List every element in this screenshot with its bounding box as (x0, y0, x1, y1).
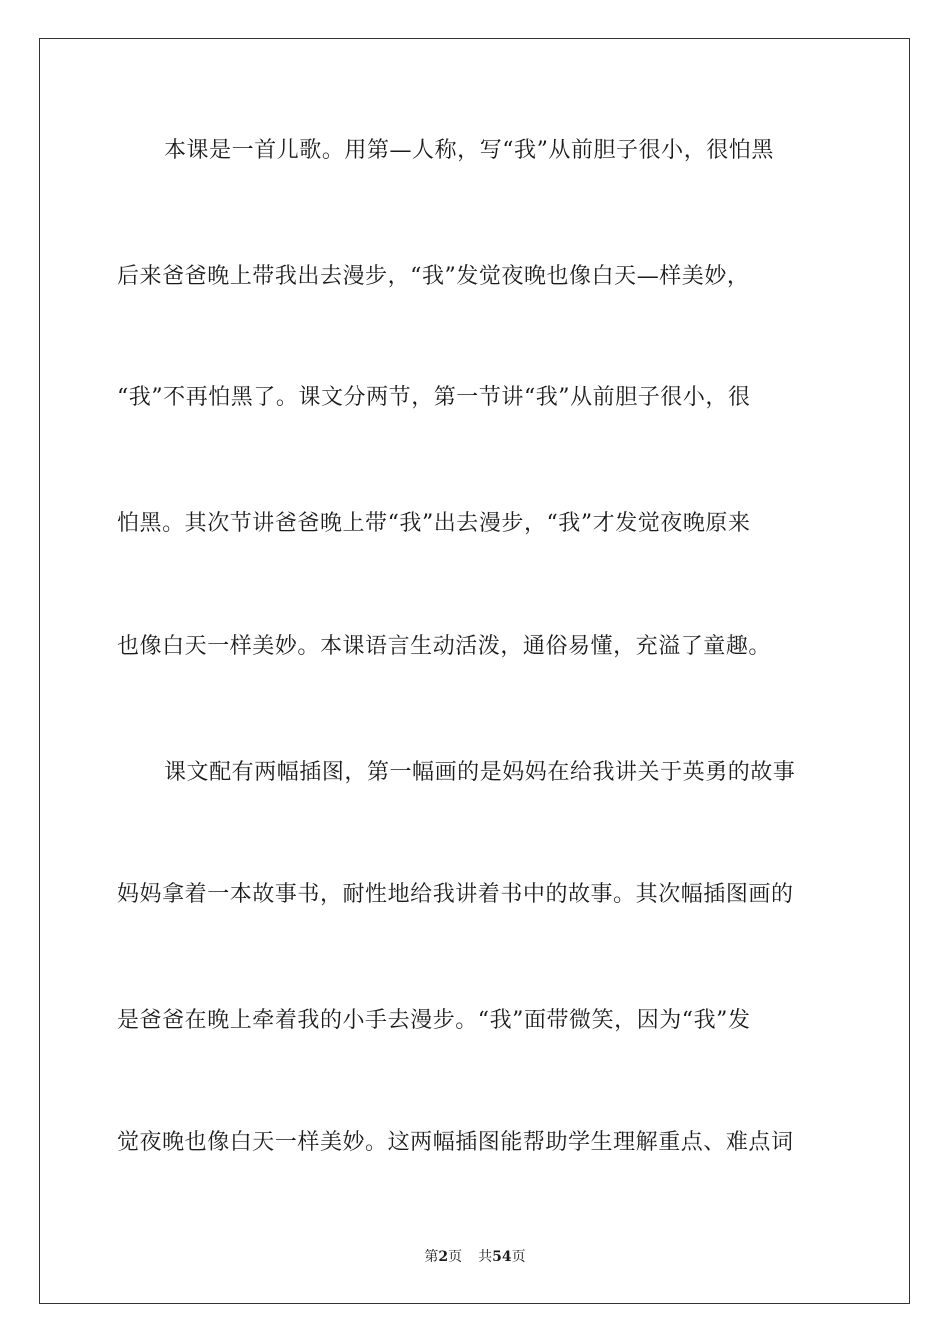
page-border (39, 38, 910, 1304)
page-footer (0, 1247, 950, 1267)
page-suffix: 页 (448, 1249, 463, 1265)
paragraph-2-line-3: 是爸爸在晚上牵着我的小手去漫步。“我”面带微笑，因为“我”发 (117, 1008, 751, 1033)
paragraph-2-line-2: 妈妈拿着一本故事书，耐性地给我讲着书中的故事。其次幅插图画的 (117, 882, 794, 907)
paragraph-1-line-2: 后来爸爸晚上带我出去漫步，“我”发觉夜晚也像白天—样美妙， (117, 264, 750, 289)
total-pages: 54 (492, 1249, 512, 1265)
paragraph-2-line-4: 觉夜晚也像白天一样美妙。这两幅插图能帮助学生理解重点、难点词 (117, 1130, 794, 1155)
paragraph-2-line-1: 课文配有两幅插图，第一幅画的是妈妈在给我讲关于英勇的故事 (164, 760, 796, 785)
page-number: 2 (438, 1249, 449, 1265)
total-prefix: 共 (478, 1249, 493, 1265)
paragraph-1-line-3: “我”不再怕黑了。课文分两节，第一节讲“我”从前胆子很小，很 (117, 385, 751, 410)
paragraph-1-line-1: 本课是一首儿歌。用第—人称，写“我”从前胆子很小，很怕黑 (164, 138, 774, 163)
paragraph-1-line-5: 也像白天一样美妙。本课语言生动活泼，通俗易懂，充溢了童趣。 (117, 634, 771, 659)
page-prefix: 第 (424, 1249, 439, 1265)
paragraph-1-line-4: 怕黑。其次节讲爸爸晚上带“我”出去漫步，“我”才发觉夜晚原来 (117, 511, 751, 536)
total-suffix: 页 (511, 1249, 526, 1265)
